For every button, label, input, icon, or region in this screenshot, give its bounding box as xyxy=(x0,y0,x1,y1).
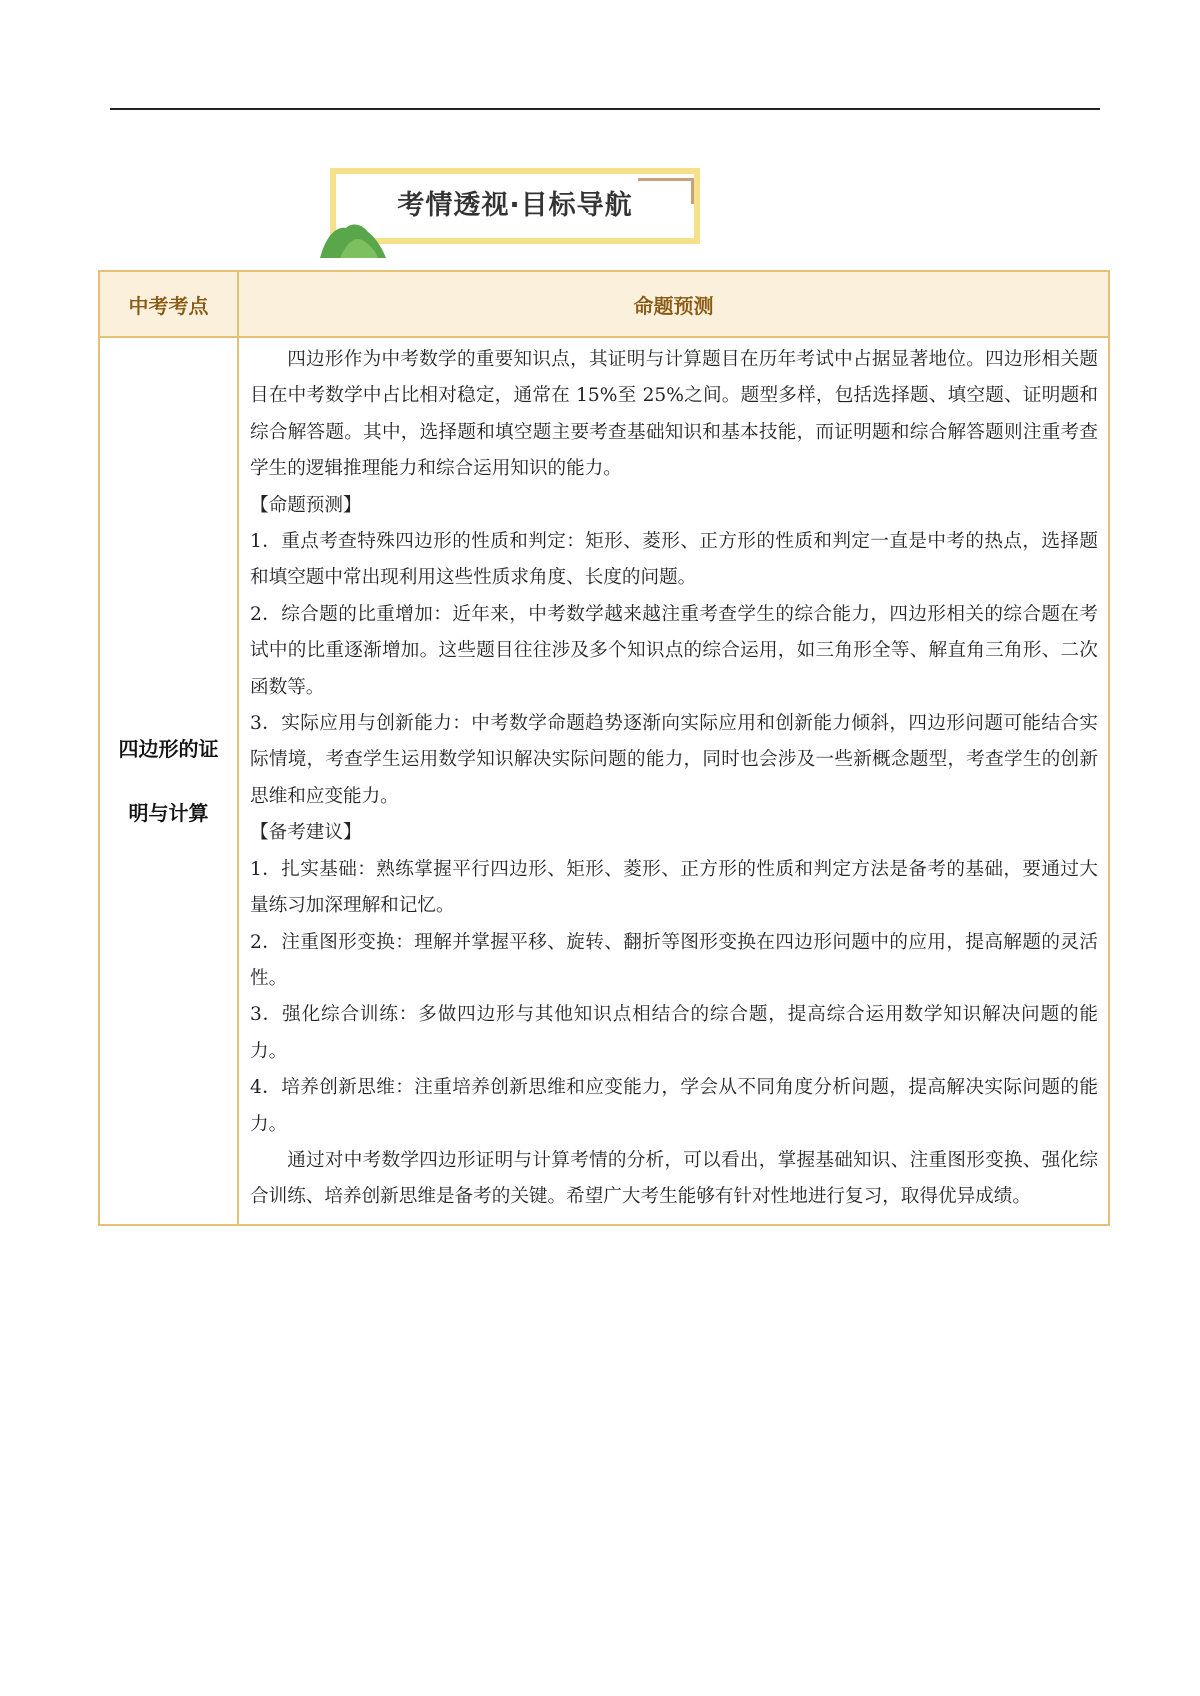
prediction-item-1: 1．重点考查特殊四边形的性质和判定：矩形、菱形、正方形的性质和判定一直是中考的热点，选择题和填空题中常出现利用这些性质求角度、长度的问题。 xyxy=(250,531,1098,589)
exam-analysis-table xyxy=(98,270,1110,1226)
advice-heading: 【备考建议】 xyxy=(250,822,362,844)
advice-item-4: 4．培养创新思维：注重培养创新思维和应变能力，学会从不同角度分析问题，提高解决实际问题的能力。 xyxy=(250,1077,1098,1135)
advice-item-1: 1．扎实基础：熟练掌握平行四边形、矩形、菱形、正方形的性质和判定方法是备考的基础，要通过大量练习加深理解和记忆。 xyxy=(250,858,1098,917)
prediction-item-2: 2．综合题的比重增加：近年来，中考数学越来越注重考查学生的综合能力，四边形相关的综合题在考试中的比重逐渐增加。这些题目往往涉及多个知识点的综合运用，如三角形全等、解直角三角形、二次函数等。 xyxy=(250,603,1098,698)
table-header-row xyxy=(99,271,1109,337)
prediction-heading: 【命题预测】 xyxy=(250,494,362,516)
banner-title: 考情透视·目标导航 xyxy=(397,190,633,221)
table-row xyxy=(99,337,1109,1225)
conclusion-paragraph: 通过对中考数学四边形证明与计算考情的分析，可以看出，掌握基础知识、注重图形变换、强化综合训练、培养创新思维是备考的关键。希望广大考生能够有针对性地进行复习，取得优异成绩。 xyxy=(250,1149,1098,1208)
prediction-item-3: 3．实际应用与创新能力：中考数学命题趋势逐渐向实际应用和创新能力倾斜，四边形问题可能结合实际情境，考查学生运用数学知识解决实际问题的能力，同时也会涉及一些新概念题型，考查学生的创新思维和应变能力。 xyxy=(250,713,1098,807)
header-prediction: 命题预测 xyxy=(238,271,1109,337)
exam-point-cell xyxy=(99,337,238,1225)
exam-point-line-2: 明与计算 xyxy=(128,800,209,825)
exam-point-line-1: 四边形的证 xyxy=(118,736,219,761)
top-rule xyxy=(110,108,1100,110)
header-exam-point: 中考考点 xyxy=(99,271,238,337)
section-banner xyxy=(318,168,710,252)
prediction-cell xyxy=(238,337,1109,1225)
intro-paragraph: 四边形作为中考数学的重要知识点，其证明与计算题目在历年考试中占据显著地位。四边形相关题目在中考数学中占比相对稳定，通常在 15%至 25%之间。题型多样，包括选择题、填空题、证明题和综合解答题。其中，选择题和填空题主要考查基础知识和基本技能，而证明题和综合解答题则注重考查学生的逻辑推理能力和综合运用知识的能力。 xyxy=(250,349,1098,480)
advice-item-3: 3．强化综合训练：多做四边形与其他知识点相结合的综合题，提高综合运用数学知识解决问题的能力。 xyxy=(250,1004,1098,1062)
advice-item-2: 2．注重图形变换：理解并掌握平移、旋转、翻折等图形变换在四边形问题中的应用，提高解题的灵活性。 xyxy=(250,931,1098,989)
